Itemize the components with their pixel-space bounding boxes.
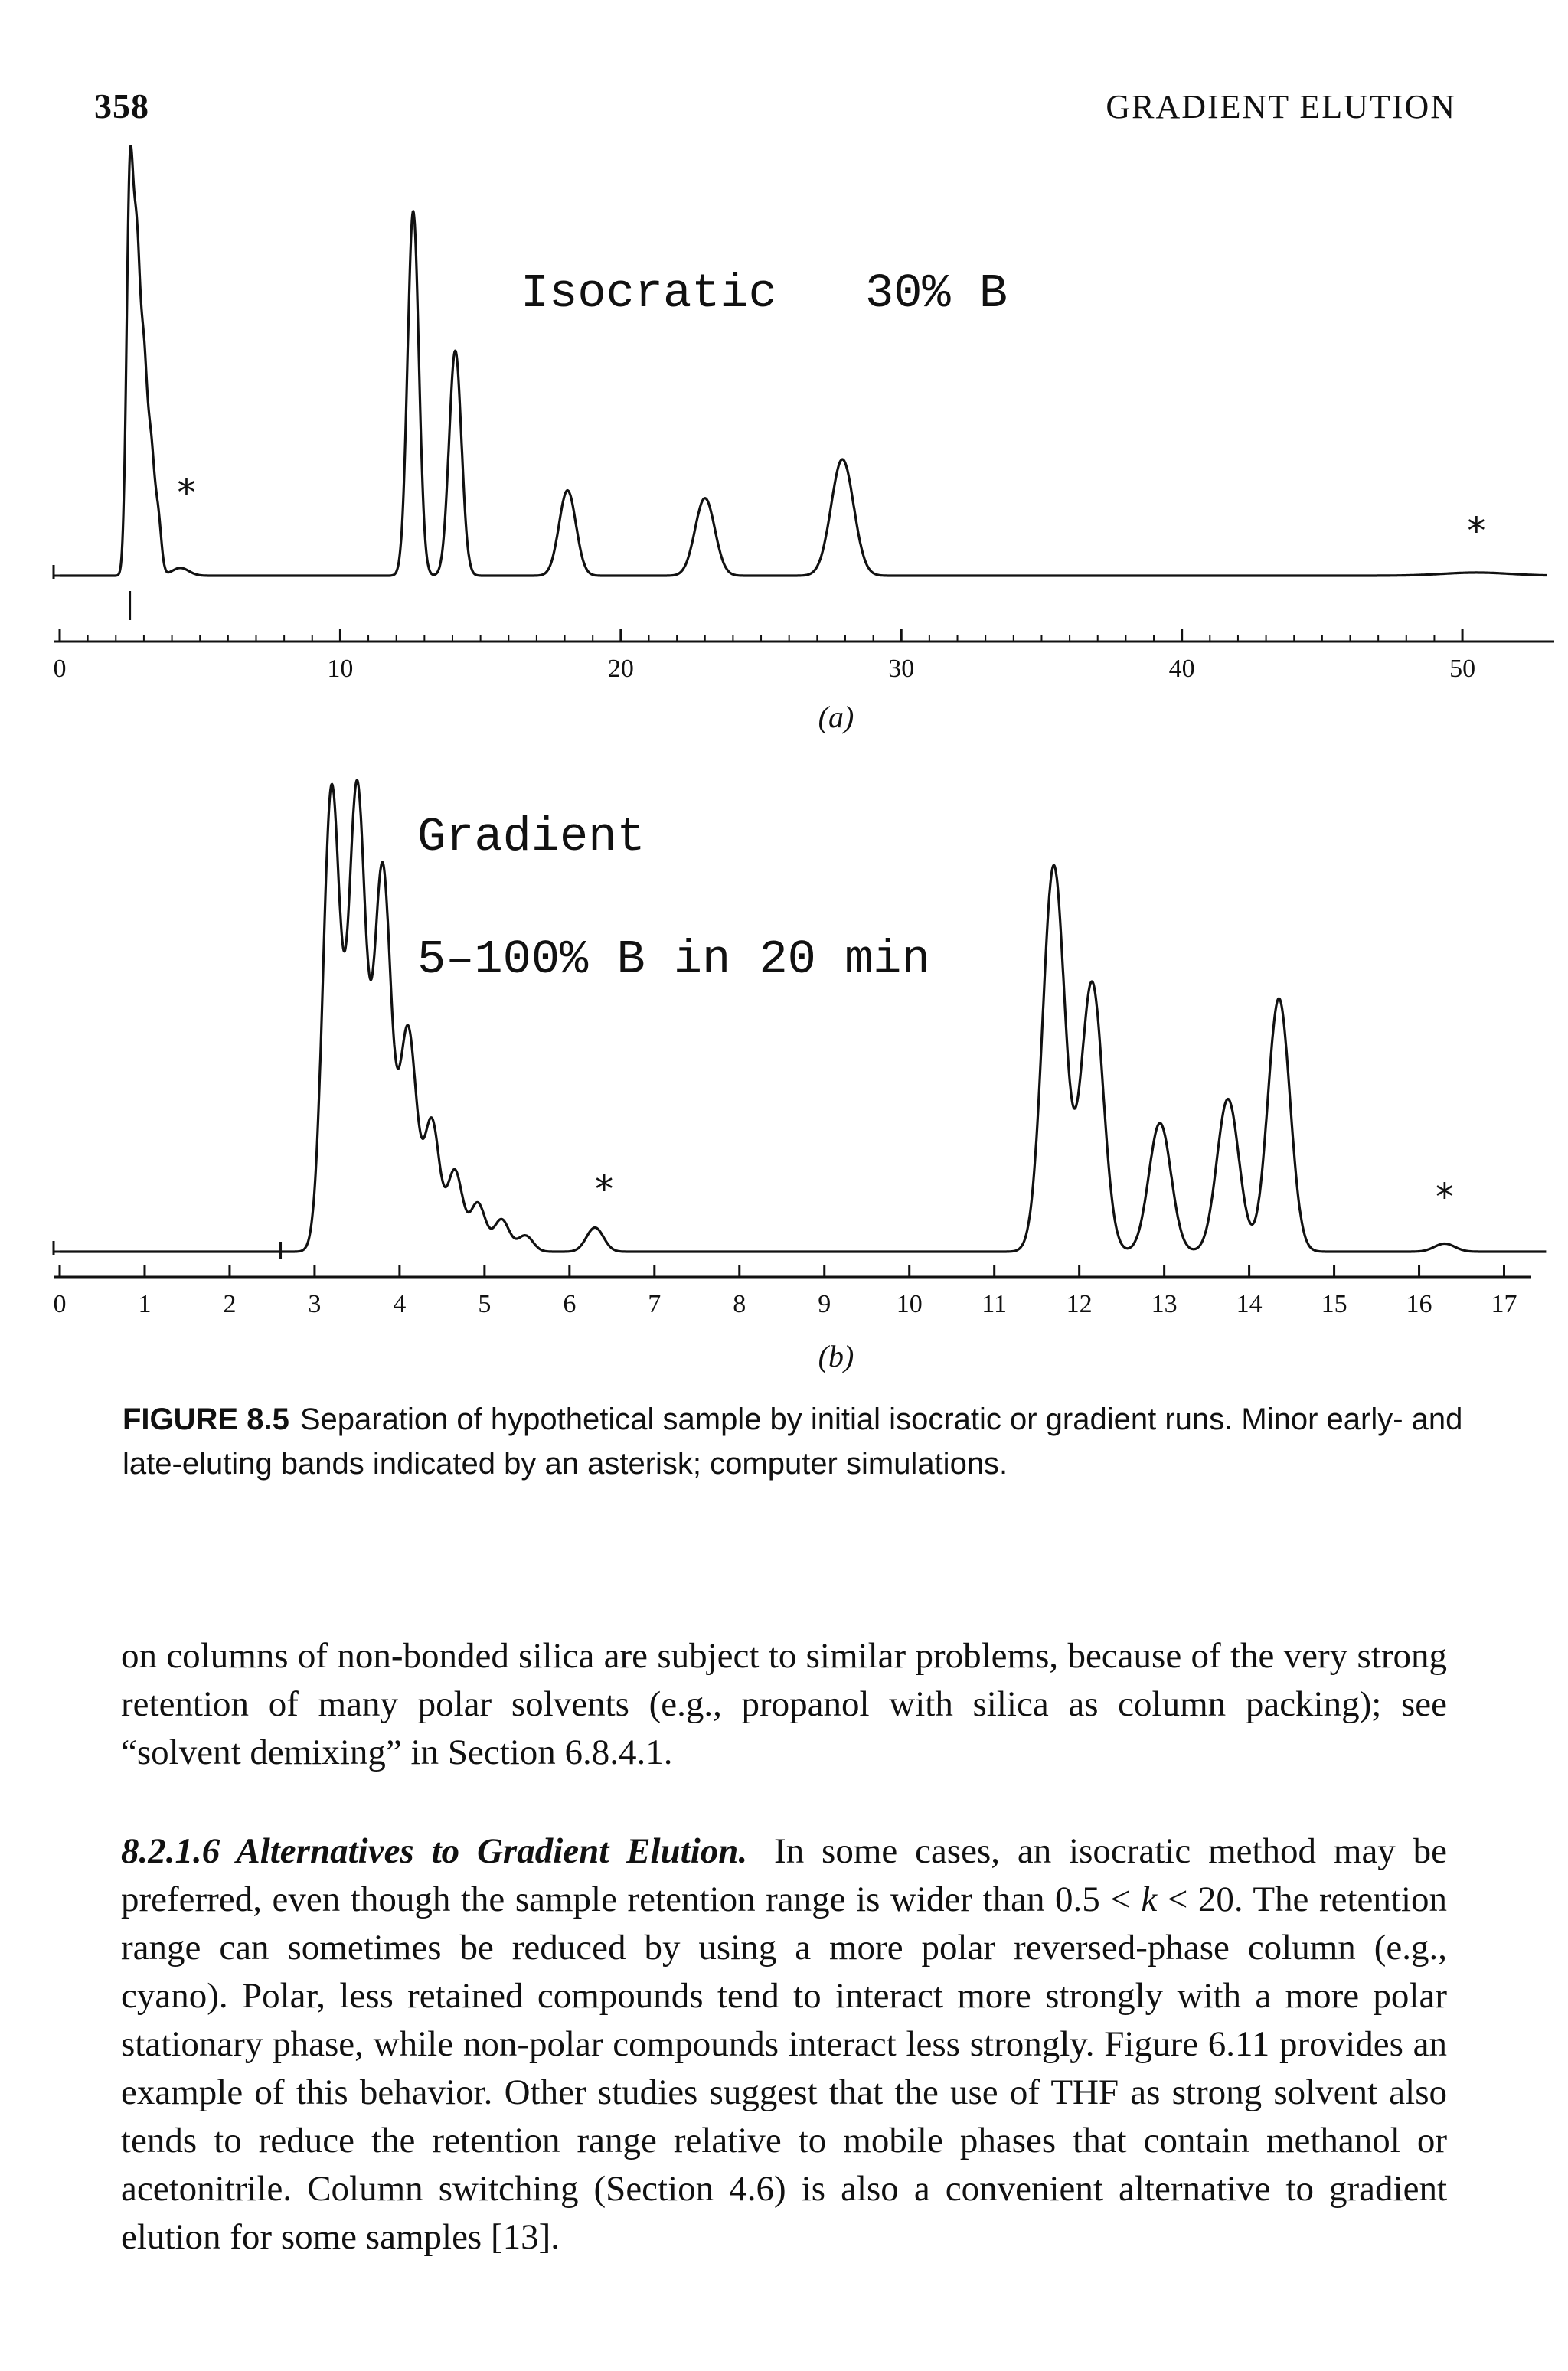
tick-label-11: 11 [982, 1290, 1008, 1318]
tick-label-15: 15 [1321, 1290, 1348, 1318]
tick-label-6: 6 [563, 1290, 577, 1318]
asterisk-marker: * [595, 1168, 614, 1211]
chromatogram-trace [60, 145, 1547, 576]
figure-caption-text: Separation of hypothetical sample by initial isocratic or gradient runs. Minor early- and late-eluting bands indicated by an asterisk; computer simulations. [122, 1403, 1463, 1481]
tick-label-3: 3 [308, 1290, 322, 1318]
paragraph-text-part-2: < 20. The retention range can sometimes be reduced by using a more polar reversed-phase column (e.g., cyano). Polar, less retained compounds tend to interact more strongly with a more polar stationary phase, while non-polar compounds interact less strongly. Figure 6.11 provides an example of this behavior. Other studies suggest that the use of THF as strong solvent also tends to reduce the retention range relative to mobile phases that contain methanol or acetonitrile. Column switching (Section 4.6) is also a convenient alternative to gradient elution for some samples [13]. [121, 1879, 1447, 2257]
subsection-heading: 8.2.1.6 Alternatives to Gradient Elution. [121, 1831, 748, 1871]
tick-label-4: 4 [393, 1290, 407, 1318]
tick-label-16: 16 [1406, 1290, 1432, 1318]
retention-factor-symbol: k [1141, 1879, 1158, 1919]
page-number: 358 [94, 87, 149, 126]
chart-annotation-1: Gradient [417, 810, 645, 864]
panel-label: (b) [818, 1339, 854, 1373]
tick-label-8: 8 [733, 1290, 746, 1318]
chart-annotation-1: Isocratic [521, 266, 777, 321]
tick-label-10: 10 [896, 1290, 923, 1318]
asterisk-marker: * [177, 472, 196, 514]
paragraph-text-part-1: In some cases, an isocratic method may be preferred, even though the sample retention range is wider than 0.5 < [121, 1831, 1447, 1919]
figure-caption [122, 1397, 1470, 1486]
tick-label-0: 0 [53, 655, 67, 683]
paragraph-alternatives [121, 1827, 1447, 2262]
tick-label-10: 10 [327, 655, 354, 683]
chromatogram-trace [60, 780, 1546, 1252]
chromatogram-gradient [0, 773, 1568, 1386]
tick-label-14: 14 [1236, 1290, 1263, 1318]
tick-label-5: 5 [478, 1290, 492, 1318]
paragraph-continued: on columns of non-bonded silica are subject to similar problems, because of the very strong retention of many polar solvents (e.g., propanol with silica as column packing); see “solvent demixing” in Section 6.8.4.1. [121, 1636, 1447, 1772]
chromatogram-isocratic [0, 145, 1568, 743]
panel-label: (a) [818, 700, 854, 734]
chart-annotation-2: 30% B [865, 266, 1008, 321]
figure-label: FIGURE 8.5 [122, 1403, 289, 1436]
tick-label-0: 0 [53, 1290, 67, 1318]
tick-label-17: 17 [1491, 1290, 1517, 1318]
asterisk-marker: * [1435, 1176, 1454, 1219]
tick-label-9: 9 [818, 1290, 831, 1318]
tick-label-12: 12 [1066, 1290, 1093, 1318]
running-head [0, 86, 1568, 132]
tick-label-7: 7 [648, 1290, 662, 1318]
tick-label-30: 30 [888, 655, 915, 683]
tick-label-20: 20 [607, 655, 634, 683]
tick-label-1: 1 [138, 1290, 152, 1318]
asterisk-marker: * [1467, 510, 1486, 553]
tick-label-13: 13 [1151, 1290, 1178, 1318]
tick-label-40: 40 [1168, 655, 1195, 683]
tick-label-50: 50 [1449, 655, 1476, 683]
chart-annotation-2: 5–100% B in 20 min [417, 932, 930, 987]
tick-label-2: 2 [223, 1290, 237, 1318]
running-head-title: GRADIENT ELUTION [1106, 88, 1456, 126]
